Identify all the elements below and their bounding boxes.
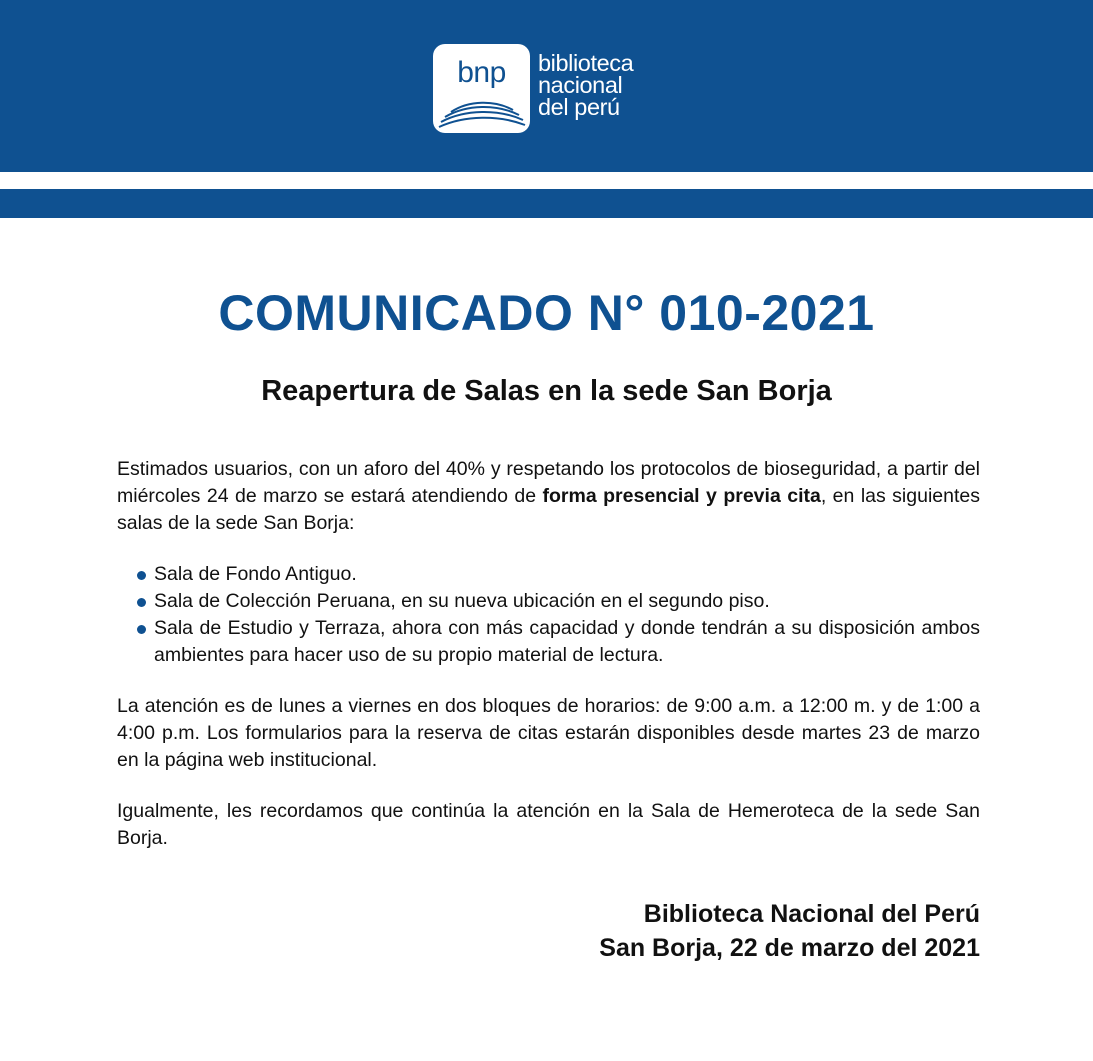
list-item	[117, 588, 980, 615]
logo-badge	[433, 44, 530, 133]
rooms-list	[117, 561, 980, 669]
intro-text-end: , en las siguientes salas de la sede San Borja:	[117, 485, 980, 534]
book-waves-icon	[433, 94, 530, 133]
signature	[599, 897, 980, 965]
subtitle: Reapertura de Salas en la sede San Borja	[261, 375, 832, 407]
list-item	[117, 561, 980, 588]
logo-wordmark	[538, 52, 678, 118]
intro-text: Estimados usuarios, con un aforo del 40% y respetando los protocolos de bioseguridad, a partir del miércoles 24 de marzo se estará atendiendo de	[117, 458, 980, 507]
signature-place-date: San Borja, 22 de marzo del 2021	[599, 934, 980, 962]
header-stripe	[0, 189, 1093, 218]
page-title: COMUNICADO N° 010-2021	[218, 285, 875, 341]
closing-paragraph: Igualmente, les recordamos que continúa la atención en la Sala de Hemeroteca de la sede San Borja.	[117, 800, 980, 849]
signature-institution: Biblioteca Nacional del Perú	[643, 900, 980, 928]
header-band	[0, 0, 1093, 172]
bullet-icon	[137, 598, 146, 607]
list-item	[117, 615, 980, 669]
logo-line: nacional	[538, 72, 623, 98]
bullet-icon	[137, 625, 146, 634]
intro-paragraph	[117, 456, 980, 537]
list-item-text: Sala de Estudio y Terraza, ahora con más capacidad y donde tendrán a su disposición ambos ambientes para hacer uso de su propio material de lectura.	[154, 617, 980, 666]
communique-body	[117, 456, 980, 852]
bnp-logo	[433, 44, 673, 136]
intro-emphasis: forma presencial y previa cita	[542, 485, 821, 507]
schedule-paragraph: La atención es de lunes a viernes en dos bloques de horarios: de 9:00 a.m. a 12:00 m. y de 1:00 a 4:00 p.m. Los formularios para la reserva de citas estarán disponibles desde martes 23 de marzo en la página web institucional.	[117, 695, 980, 771]
bullet-icon	[137, 571, 146, 580]
logo-line: biblioteca	[538, 50, 634, 76]
list-item-text: Sala de Colección Peruana, en su nueva ubicación en el segundo piso.	[154, 590, 770, 612]
logo-line: del perú	[538, 94, 620, 120]
list-item-text: Sala de Fondo Antiguo.	[154, 563, 357, 585]
logo-abbr: bnp	[457, 56, 506, 89]
